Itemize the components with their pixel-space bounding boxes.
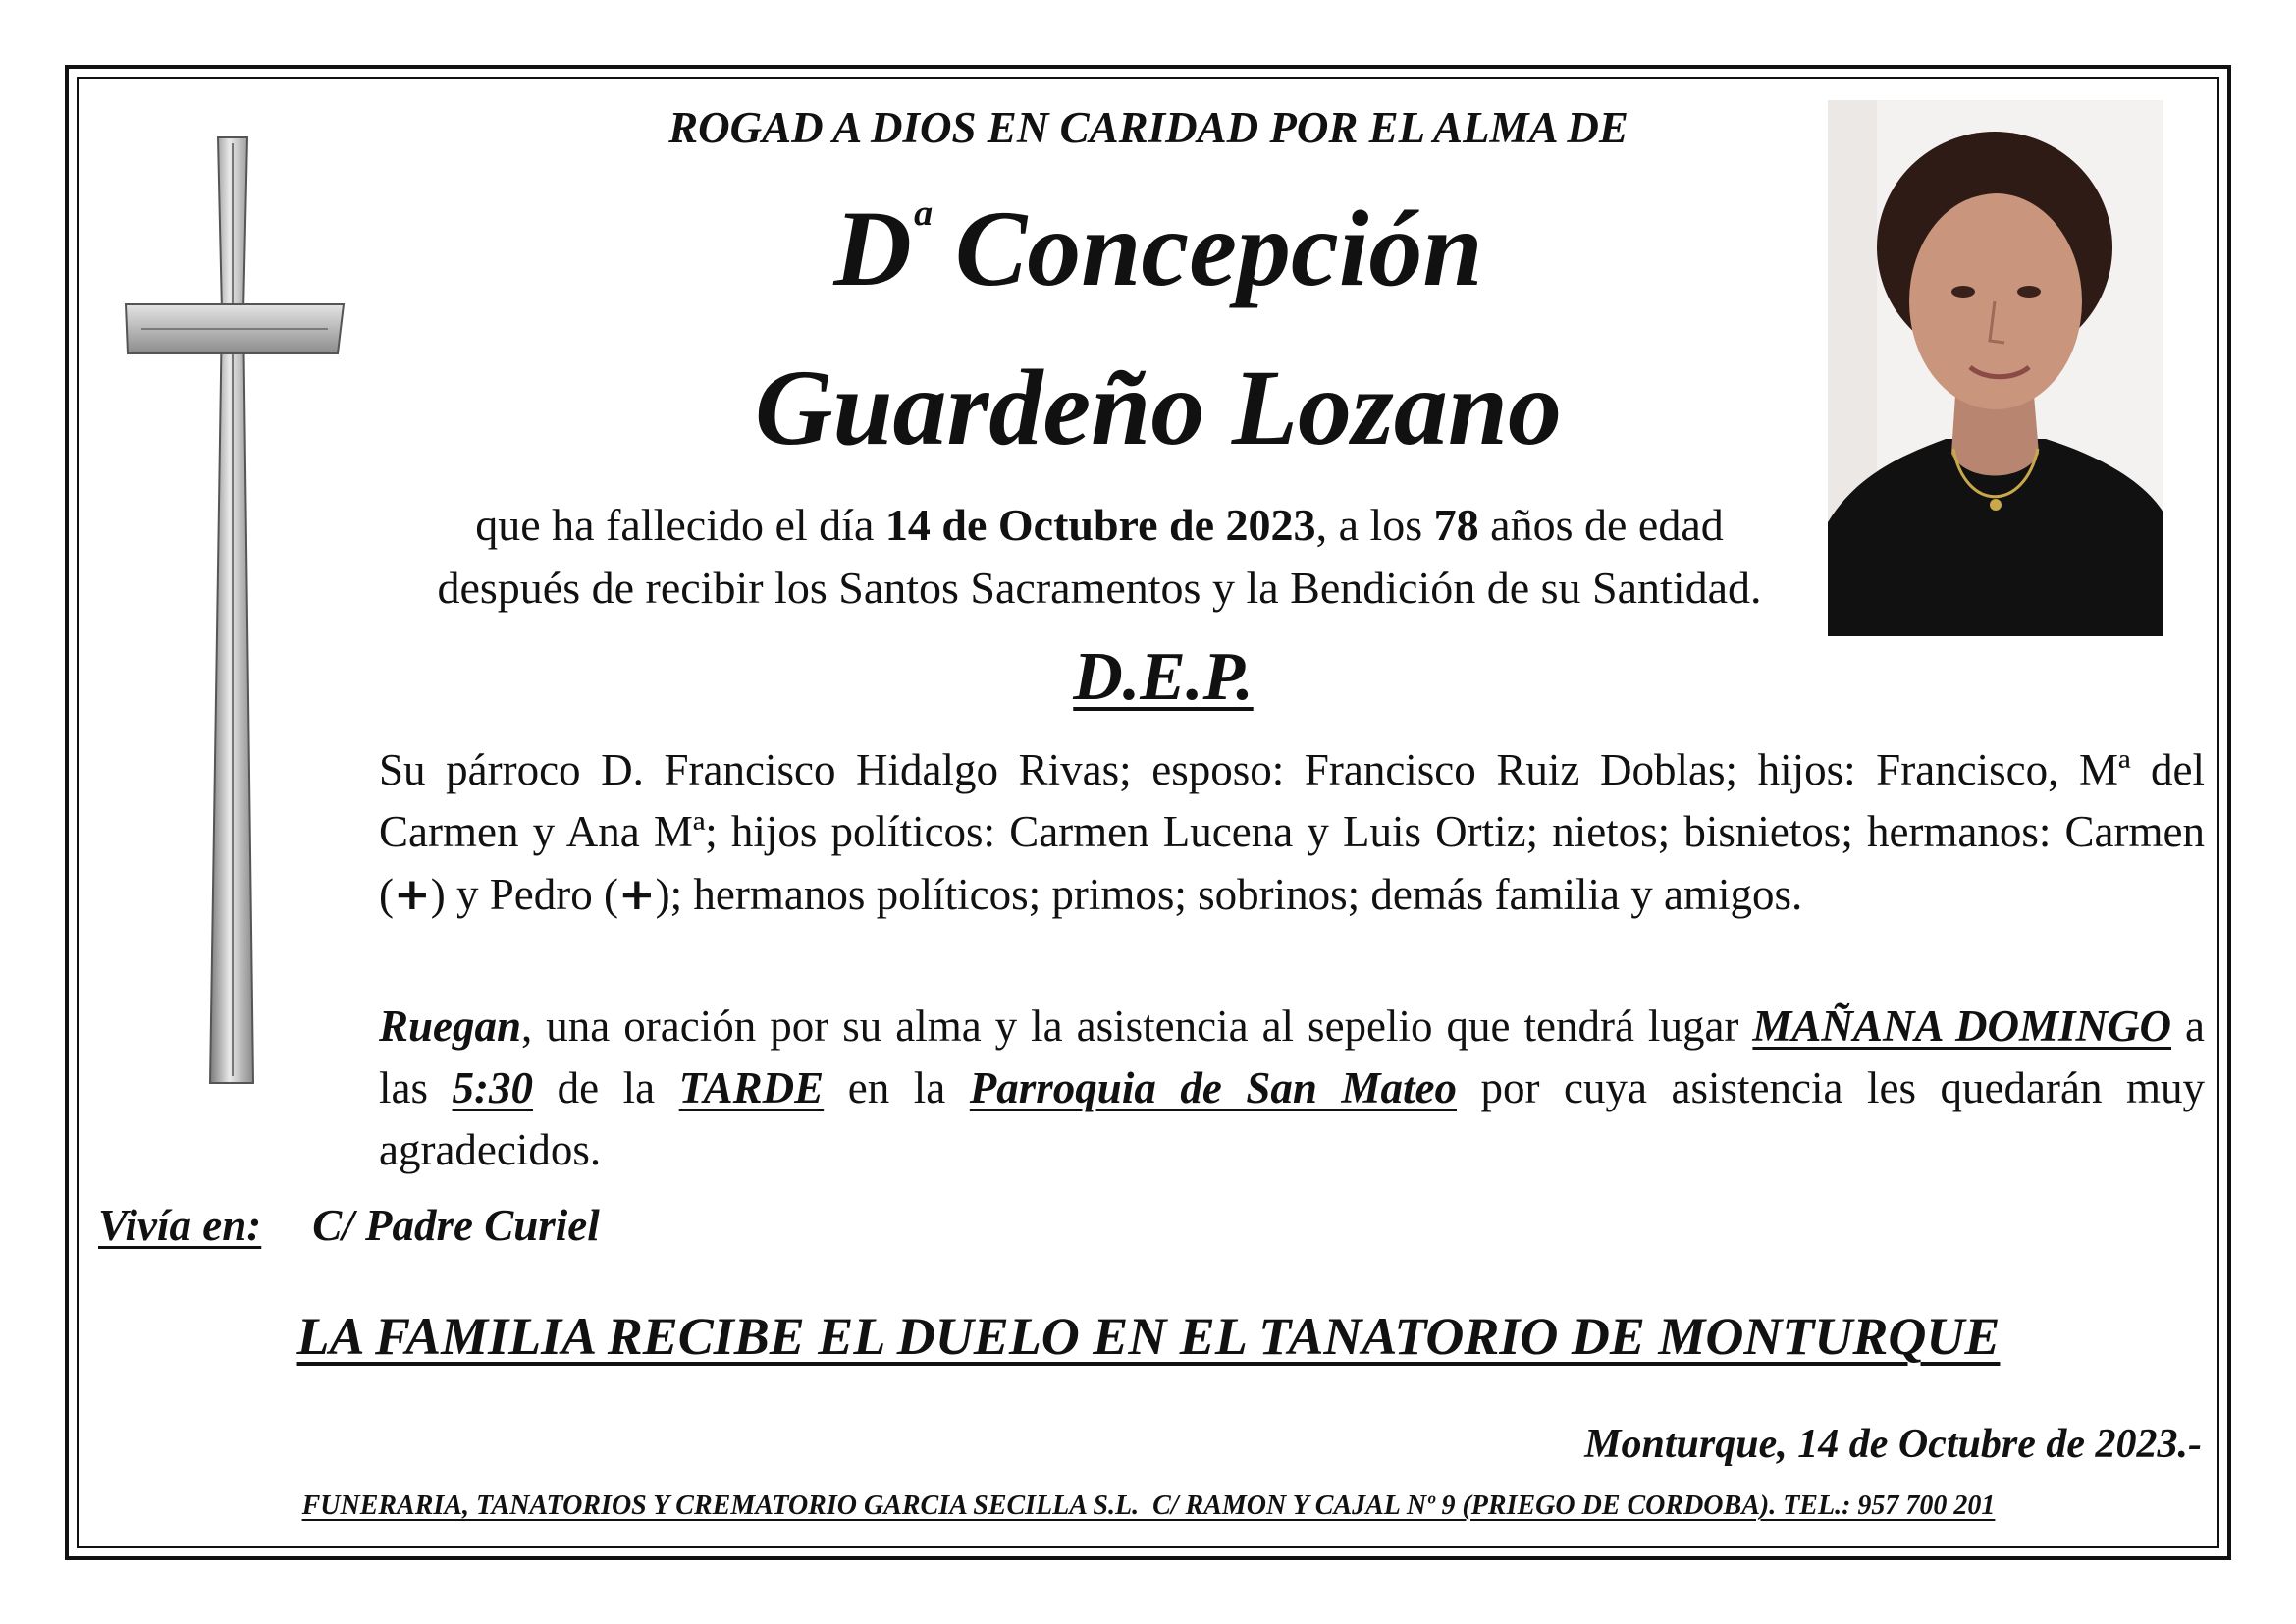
ruegan-text-4: en la: [824, 1063, 970, 1112]
dep-text: D.E.P.: [1073, 639, 1254, 715]
residence-label: Vivía en:: [98, 1201, 262, 1250]
death-date: 14 de Octubre de 2023: [884, 500, 1316, 550]
death-statement: [363, 494, 1836, 620]
first-name: Concepción: [954, 189, 1483, 308]
honorific: D: [833, 189, 912, 308]
death-age: 78: [1433, 500, 1479, 550]
ruegan-paragraph: [379, 996, 2205, 1181]
ruegan-lead: Ruegan: [379, 1001, 522, 1051]
ruegan-text-2: a las: [379, 1001, 2205, 1112]
funeral-home-footer: [98, 1490, 2199, 1522]
ruegan-text-3: de la: [533, 1063, 679, 1112]
burial-day: MAÑANA DOMINGO: [1752, 1001, 2171, 1051]
family-part-1: Su párroco D. Francisco Hidalgo Rivas; esposo: Francisco Ruiz Doblas; hijos: Francisco, Mª del Carmen y Ana Mª; hijos políticos: Carmen Lucena y Luis Ortiz; nietos; bisnietos; hermanos: Carmen (: [379, 745, 2205, 919]
family-part-3: ); hermanos políticos; primos; sobrinos; demás familia y amigos.: [655, 870, 1803, 919]
deceased-last-name: Guardeño Lozano: [754, 348, 1563, 467]
deceased-mark-2: +: [617, 868, 656, 920]
duelo-notice: [98, 1306, 2199, 1367]
burial-period: TARDE: [678, 1063, 825, 1112]
place-date: Monturque, 14 de Octubre de 2023.-: [1584, 1422, 2202, 1467]
burial-church: Parroquia de San Mateo: [969, 1063, 1457, 1112]
honorific-superscript: ª: [911, 195, 929, 262]
death-post-age: años de edad: [1478, 500, 1724, 550]
residence-address: C/ Padre Curiel: [312, 1201, 600, 1250]
dep-heading: [373, 638, 1953, 717]
header-invocation: ROGAD A DIOS EN CARIDAD POR EL ALMA DE: [668, 103, 1629, 152]
deceased-first-name: [373, 189, 1944, 308]
deceased-mark-1: +: [394, 868, 431, 920]
footer-text: FUNERARIA, TANATORIOS Y CREMATORIO GARCIA SECILLA S.L. C/ RAMON Y CAJAL Nº 9 (PRIEGO DE CORDOBA). TEL.: 957 700 201: [301, 1490, 1996, 1521]
burial-time: 5:30: [452, 1063, 534, 1112]
death-mid: , a los: [1315, 500, 1434, 550]
death-pre-date: que ha fallecido el día: [475, 500, 885, 550]
family-paragraph: [379, 739, 2205, 926]
death-line-2: después de recibir los Santos Sacramentos y la Bendición de su Santidad.: [437, 563, 1762, 613]
duelo-text: LA FAMILIA RECIBE EL DUELO EN EL TANATORIO DE MONTURQUE: [296, 1307, 2001, 1366]
death-line-1: [363, 494, 1836, 557]
family-part-2: ) y Pedro (: [430, 870, 618, 919]
ruegan-text-5: por cuya asistencia les quedarán muy agradecidos.: [379, 1063, 2206, 1174]
residence: [98, 1200, 600, 1251]
ruegan-text-1: , una oración por su alma y la asistencia al sepelio que tendrá lugar: [521, 1001, 1753, 1051]
cross-icon: [122, 135, 347, 1092]
